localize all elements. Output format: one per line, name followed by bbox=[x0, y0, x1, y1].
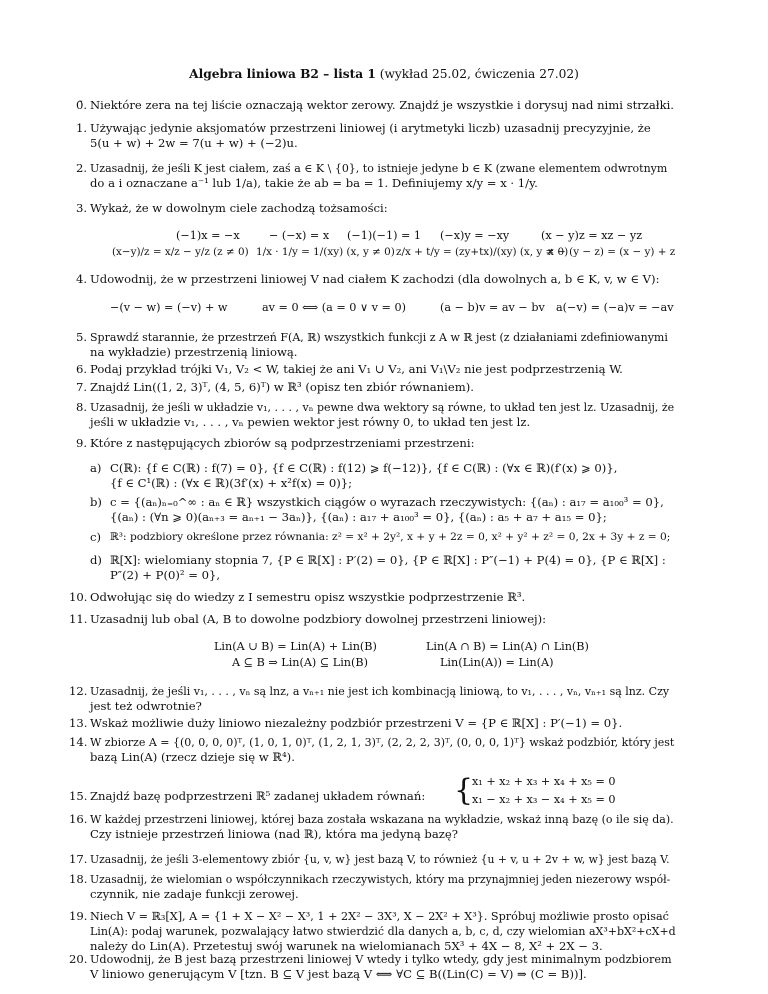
problem-text-line: Wykaż, że w dowolnym ciele zachodzą tożsamości: bbox=[90, 201, 388, 215]
problem-4 bbox=[75, 272, 676, 287]
problem-number: 11. bbox=[69, 612, 88, 626]
identity-formula: (−1)(−1) = 1 bbox=[347, 229, 422, 242]
problem-text-line: Sprawdź starannie, że przestrzeń F(A, ℝ) wszystkich funkcji z A w ℝ jest (z działaniami zdefiniowanymi bbox=[90, 331, 668, 344]
problem-text-line: 5(u + w) + 2w = 7(u + w) + (−2)u. bbox=[90, 136, 298, 151]
problem-16 bbox=[69, 812, 676, 842]
subproblem-text-line: {(aₙ) : (∀n ⩾ 0)(aₙ₊₃ = aₙ₊₁ − 3aₙ)}, {(aₙ) : a₁₇ + a₁₀₀³ = 0}, {(aₙ) : a₅ + a₇ + a₁₅ = 0}; bbox=[110, 510, 607, 525]
subproblem-d bbox=[90, 553, 676, 583]
problem-text-line: należy do Lin(A). Przetestuj swój warunek na wielomianach 5X³ + 4X − 8, X² + 2X − 3. bbox=[90, 939, 603, 954]
problem-text-line: Odwołując się do wiedzy z I semestru opisz wszystkie podprzestrzenie ℝ³. bbox=[90, 590, 526, 604]
system-equation: x₁ + x₂ + x₃ + x₄ + x₅ = 0 bbox=[472, 775, 616, 788]
problem-text-line: czynnik, nie zadaje funkcji zerowej. bbox=[90, 887, 299, 902]
problem-text-line: Znajdź bazę podprzestrzeni ℝ⁵ zadanej układem równań: bbox=[90, 789, 426, 803]
problem-13 bbox=[69, 716, 676, 731]
problem-number: 5. bbox=[75, 330, 87, 344]
problem-text-line: Które z następujących zbiorów są podprzestrzeniami przestrzeni: bbox=[90, 436, 475, 450]
problem-12 bbox=[69, 684, 676, 714]
subproblem-label: a) bbox=[90, 461, 102, 475]
page-title bbox=[0, 67, 768, 82]
problem-number: 7. bbox=[75, 380, 87, 394]
problem-number: 19. bbox=[69, 909, 88, 923]
problem-3 bbox=[75, 201, 676, 216]
problem-text-line: Uzasadnij, że wielomian o współczynnikach rzeczywistych, który ma przynajmniej jeden niezerowy współ- bbox=[90, 873, 671, 886]
problem-0 bbox=[75, 98, 676, 113]
problem-8 bbox=[75, 400, 676, 430]
problem-text-line: Lin(A): podaj warunek, pozwalający łatwo stwierdzić dla danych a, b, c, d, czy wielomian aX³+bX²+cX+d bbox=[90, 925, 676, 939]
problem-number: 17. bbox=[69, 852, 88, 866]
system-brace: { bbox=[454, 773, 474, 808]
problem-text-line: Udowodnij, że B jest bazą przestrzeni liniowej V wtedy i tylko wtedy, gdy jest minimalnym podzbiorem bbox=[90, 953, 672, 966]
identity-formula: x − (y − z) = (x − y) + z bbox=[548, 246, 676, 258]
problem-text-line: Używając jedynie aksjomatów przestrzeni liniowej (i arytmetyki liczb) uzasadnij precyzyjnie, że bbox=[90, 121, 651, 135]
title-rest: (wykład 25.02, ćwiczenia 27.02) bbox=[375, 67, 579, 81]
subproblem-text-line: C(ℝ): {f ∈ C(ℝ) : f(7) = 0}, {f ∈ C(ℝ) : f(12) ⩾ f(−12)}, {f ∈ C(ℝ) : (∀x ∈ ℝ)(f′(x) ⩾ 0)}, bbox=[110, 461, 618, 475]
claim-formula: Lin(A ∩ B) = Lin(A) ∩ Lin(B) bbox=[426, 640, 589, 653]
problem-6 bbox=[75, 362, 676, 377]
subproblem-label: b) bbox=[90, 495, 102, 509]
identity-formula: (x−y)/z = x/z − y/z (z ≠ 0) bbox=[112, 246, 249, 258]
identity-formula: z/x + t/y = (zy+tx)/(xy) (x, y ≠ 0) bbox=[396, 246, 569, 258]
problem-text-line: Znajdź Lin((1, 2, 3)ᵀ, (4, 5, 6)ᵀ) w ℝ³ (opisz ten zbiór równaniem). bbox=[90, 380, 474, 394]
claim-formula: Lin(A ∪ B) = Lin(A) + Lin(B) bbox=[214, 640, 377, 653]
problem-number: 16. bbox=[69, 812, 88, 826]
problem-number: 18. bbox=[69, 872, 88, 886]
problem-11 bbox=[69, 612, 676, 627]
problem-text-line: Czy istnieje przestrzeń liniowa (nad ℝ), która ma jedyną bazę? bbox=[90, 827, 458, 842]
problem-number: 4. bbox=[75, 272, 87, 286]
problem-text-line: Podaj przykład trójki V₁, V₂ < W, takiej że ani V₁ ∪ V₂, ani V₁\V₂ nie jest podprzestrzenią W. bbox=[90, 362, 623, 376]
system-equation: x₁ − x₂ + x₃ − x₄ + x₅ = 0 bbox=[472, 793, 616, 806]
subproblem-a bbox=[90, 461, 676, 491]
problem-text-line: Uzasadnij, że jeśli 3-elementowy zbiór {u, v, w} jest bazą V, to również {u + v, u + 2v + w, w} jest bazą V. bbox=[90, 853, 670, 866]
problem-number: 9. bbox=[75, 436, 87, 450]
claim-formula: A ⊆ B ⇒ Lin(A) ⊆ Lin(B) bbox=[232, 656, 368, 669]
identity-formula: − (−x) = x bbox=[269, 229, 330, 242]
problem-number: 15. bbox=[69, 789, 88, 803]
problem-text-line: Uzasadnij lub obal (A, B to dowolne podzbiory dowolnej przestrzeni liniowej): bbox=[90, 612, 547, 626]
problem-number: 12. bbox=[69, 684, 88, 698]
problem-text-line: W zbiorze A = {(0, 0, 0, 0)ᵀ, (1, 0, 1, 0)ᵀ, (1, 2, 1, 3)ᵀ, (2, 2, 2, 3)ᵀ, (0, 0, 0, 1)ᵀ} wskaż podzbiór, który jest bbox=[90, 736, 675, 749]
subproblem-text-line: P″(2) + P(0)² = 0}, bbox=[110, 568, 221, 583]
subproblem-text-line: {f ∈ C¹(ℝ) : (∀x ∈ ℝ)(3f′(x) + x²f(x) = 0)}; bbox=[110, 476, 353, 491]
problem-number: 14. bbox=[69, 735, 88, 749]
identity-formula: (−x)y = −xy bbox=[440, 229, 510, 242]
problem-text-line: Wskaż możliwie duży liniowo niezależny podzbiór przestrzeni V = {P ∈ ℝ[X] : P′(−1) = 0}. bbox=[90, 716, 623, 730]
problem-number: 8. bbox=[75, 400, 87, 414]
problem-text: Niektóre zera na tej liście oznaczają wektor zerowy. Znajdź je wszystkie i dorysuj nad nimi strzałki. bbox=[90, 98, 674, 112]
subproblem-b bbox=[90, 495, 676, 525]
problem-1 bbox=[75, 121, 676, 151]
problem-14 bbox=[69, 735, 676, 765]
identity-formula: (a − b)v = av − bv bbox=[440, 301, 545, 314]
subproblem-label: c) bbox=[90, 530, 102, 544]
problem-text-line: Uzasadnij, że jeśli K jest ciałem, zaś a ∈ K \ {0}, to istnieje jedyne b ∈ K (zwane elementem odwrotnym bbox=[90, 162, 668, 175]
problem-20 bbox=[69, 952, 676, 982]
problem-text-line: bazą Lin(A) (rzecz dzieje się w ℝ⁴). bbox=[90, 750, 295, 765]
identity-formula: av = 0 ⟺ (a = 0 ∨ v = 0) bbox=[262, 301, 406, 314]
problem-19 bbox=[69, 909, 676, 955]
subproblem-c bbox=[90, 530, 676, 545]
subproblem-text-line: ℝ[X]: wielomiany stopnia 7, {P ∈ ℝ[X] : P′(2) = 0}, {P ∈ ℝ[X] : P″(−1) + P(4) = 0}, {P ∈ ℝ[X] : bbox=[110, 553, 666, 567]
problem-5 bbox=[75, 330, 676, 360]
problem-number: 2. bbox=[75, 161, 87, 175]
problem-10 bbox=[69, 590, 676, 605]
identity-formula: (x − y)z = xz − yz bbox=[541, 229, 643, 242]
problem-number: 3. bbox=[75, 201, 87, 215]
problem-2 bbox=[75, 161, 676, 191]
problem-text-line: Udowodnij, że w przestrzeni liniowej V nad ciałem K zachodzi (dla dowolnych a, b ∈ K, v, w ∈ V): bbox=[90, 272, 660, 286]
title-bold: Algebra liniowa B2 – lista 1 bbox=[189, 67, 376, 81]
problem-number: 6. bbox=[75, 362, 87, 376]
problem-text-line: W każdej przestrzeni liniowej, której baza została wskazana na wykładzie, wskaż inną bazę (o ile się da). bbox=[90, 813, 674, 826]
problem-9 bbox=[75, 436, 676, 451]
problem-text-line: Niech V = ℝ₃[X], A = {1 + X − X² − X³, 1 + 2X² − 3X³, X − 2X² + X³}. Spróbuj możliwie prosto opisać bbox=[90, 910, 669, 923]
subproblem-label: d) bbox=[90, 553, 102, 567]
problem-number: 13. bbox=[69, 716, 88, 730]
problem-18 bbox=[69, 872, 676, 902]
subproblem-text-line: ℝ³: podzbiory określone przez równania: z² = x² + 2y², x + y + 2z = 0, x² + y² + z² = 0, 2x + 3y + z = 0; bbox=[110, 531, 671, 543]
problem-17 bbox=[69, 852, 676, 867]
problem-number: 0̄. bbox=[75, 98, 87, 112]
problem-text-line: jeśli w układzie v₁, . . . , vₙ pewien wektor jest równy 0, to układ ten jest lz. bbox=[90, 415, 531, 430]
problem-7 bbox=[75, 380, 676, 395]
problem-number: 1. bbox=[75, 121, 87, 135]
problem-text-line: jest też odwrotnie? bbox=[90, 699, 202, 714]
problem-text-line: na wykładzie) przestrzenią liniową. bbox=[90, 345, 298, 360]
problem-text-line: Uzasadnij, że jeśli w układzie v₁, . . . , vₙ pewne dwa wektory są równe, to układ ten jest lz. Uzasadnij, że bbox=[90, 401, 675, 414]
identity-formula: a(−v) = (−a)v = −av bbox=[556, 301, 674, 314]
problem-text-line: Uzasadnij, że jeśli v₁, . . . , vₙ są lnz, a vₙ₊₁ nie jest ich kombinacją liniową, to v₁, . . . , vₙ, vₙ₊₁ są lnz. Czy bbox=[90, 685, 670, 698]
claim-formula: Lin(Lin(A)) = Lin(A) bbox=[440, 656, 554, 669]
problem-number: 20. bbox=[69, 952, 88, 966]
problem-number: 10. bbox=[69, 590, 88, 604]
problem-text-line: V liniowo generującym V [tzn. B ⊆ V jest bazą V ⟺ ∀C ⊆ B((Lin(C) = V) ⇒ (C = B))]. bbox=[90, 967, 587, 982]
identity-formula: (−1)x = −x bbox=[176, 229, 240, 242]
identity-formula: 1/x · 1/y = 1/(xy) (x, y ≠ 0) bbox=[256, 246, 395, 258]
problem-text-line: do a i oznaczane a⁻¹ lub 1/a), takie że ab = ba = 1. Definiujemy x/y = x · 1/y. bbox=[90, 176, 538, 191]
identity-formula: −(v − w) = (−v) + w bbox=[110, 301, 228, 314]
subproblem-text-line: c = {(aₙ)ₙ₌₀^∞ : aₙ ∈ ℝ} wszystkich ciągów o wyrazach rzeczywistych: {(aₙ) : a₁₇ = a₁₀₀³ = 0}, bbox=[110, 495, 664, 509]
